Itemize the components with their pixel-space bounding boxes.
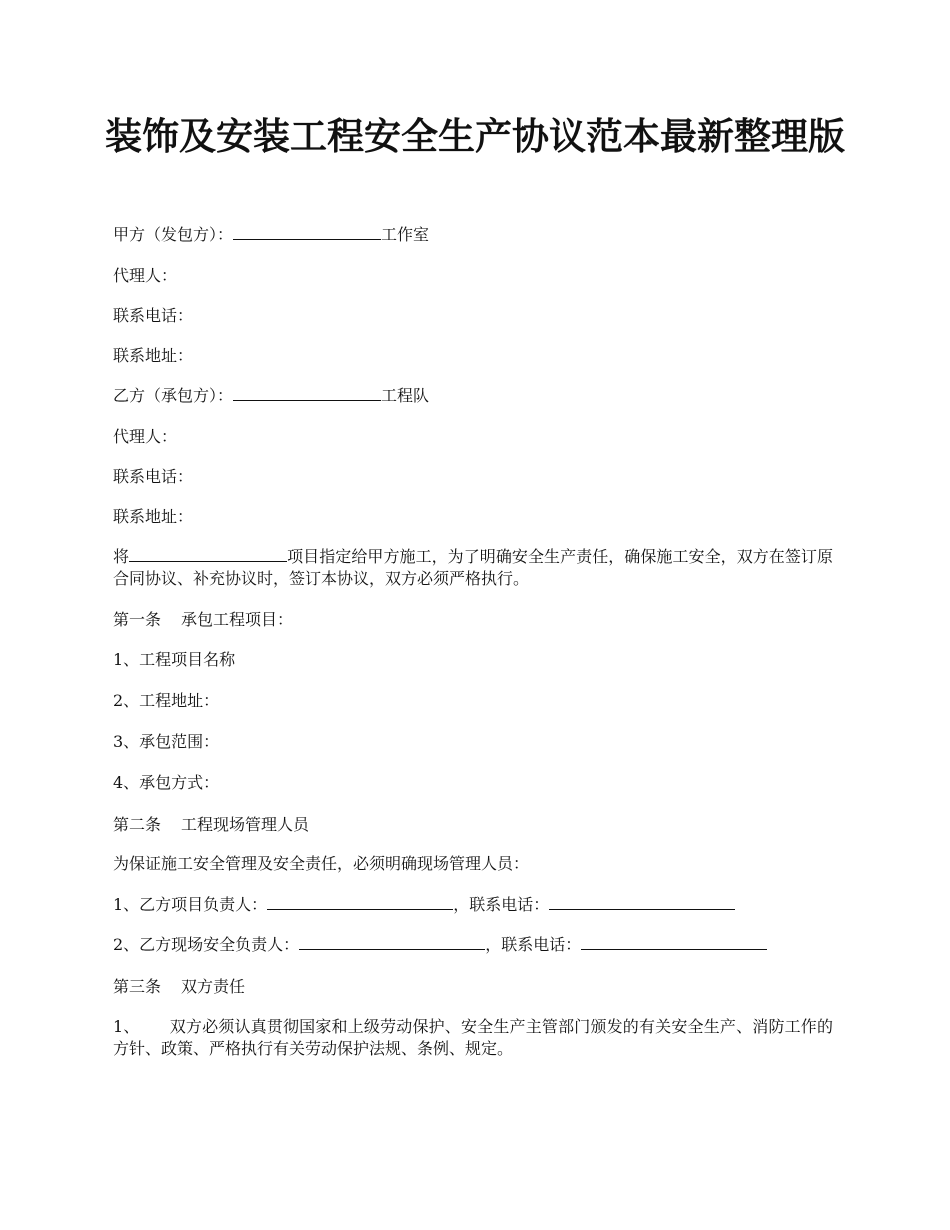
party-a-agent: 代理人：	[113, 266, 178, 285]
article-2-title: 工程现场管理人员	[181, 815, 310, 834]
party-b-suffix: 工程队	[381, 386, 430, 405]
project-manager-phone-label: ，联系电话：	[453, 895, 550, 914]
party-b-agent: 代理人：	[113, 427, 178, 446]
intro-text: 项目指定给甲方施工，为了明确安全生产责任，确保施工安全，双方在签订原合同协议、补充协议时，签订本协议，双方必须严格执行。	[113, 547, 833, 588]
intro-prefix: 将	[113, 547, 130, 566]
article-1-heading	[113, 609, 833, 631]
party-a-line	[113, 224, 833, 246]
party-b-line	[113, 385, 833, 407]
intro-paragraph	[113, 546, 833, 590]
article-3-number: 第三条	[113, 977, 162, 996]
party-b-phone: 联系电话：	[113, 467, 194, 486]
party-a-phone: 联系电话：	[113, 306, 194, 325]
article-1-item-4: 4、承包方式：	[113, 773, 220, 792]
project-manager-line	[113, 894, 833, 916]
project-manager-label: 1、乙方项目负责人：	[113, 895, 268, 914]
article-3-title: 双方责任	[181, 977, 246, 996]
project-name-blank	[129, 547, 287, 562]
article-2-number: 第二条	[113, 815, 162, 834]
party-b-label: 乙方（承包方）：	[113, 386, 234, 405]
article-1-number: 第一条	[113, 610, 162, 629]
safety-manager-line	[113, 934, 833, 956]
safety-manager-phone-label: ，联系电话：	[485, 935, 582, 954]
party-b-blank	[233, 386, 381, 401]
safety-manager-blank	[299, 935, 485, 950]
project-manager-blank	[267, 895, 453, 910]
article-3-item-1-text: 双方必须认真贯彻国家和上级劳动保护、安全生产主管部门颁发的有关安全生产、消防工作的方针、政策、严格执行有关劳动保护法规、条例、规定。	[113, 1017, 833, 1058]
party-a-label: 甲方（发包方）：	[113, 225, 234, 244]
article-1-item-1: 1、工程项目名称	[113, 650, 236, 669]
party-a-blank	[233, 225, 381, 240]
article-1-item-3: 3、承包范围：	[113, 732, 220, 751]
party-a-suffix: 工作室	[381, 225, 430, 244]
article-2-heading	[113, 814, 833, 836]
party-a-address: 联系地址：	[113, 346, 194, 365]
article-1-title: 承包工程项目：	[181, 610, 294, 629]
article-3-heading	[113, 976, 833, 998]
document-title: 装饰及安装工程安全生产协议范本最新整理版	[105, 114, 845, 158]
safety-manager-phone-blank	[581, 935, 767, 950]
safety-manager-label: 2、乙方现场安全负责人：	[113, 935, 300, 954]
article-1-item-2: 2、工程地址：	[113, 691, 220, 710]
article-3-item-1	[113, 1016, 833, 1060]
party-b-address: 联系地址：	[113, 507, 194, 526]
project-manager-phone-blank	[549, 895, 735, 910]
article-3-item-1-number: 1、	[113, 1017, 140, 1036]
article-2-intro: 为保证施工安全管理及安全责任，必须明确现场管理人员：	[113, 854, 530, 873]
